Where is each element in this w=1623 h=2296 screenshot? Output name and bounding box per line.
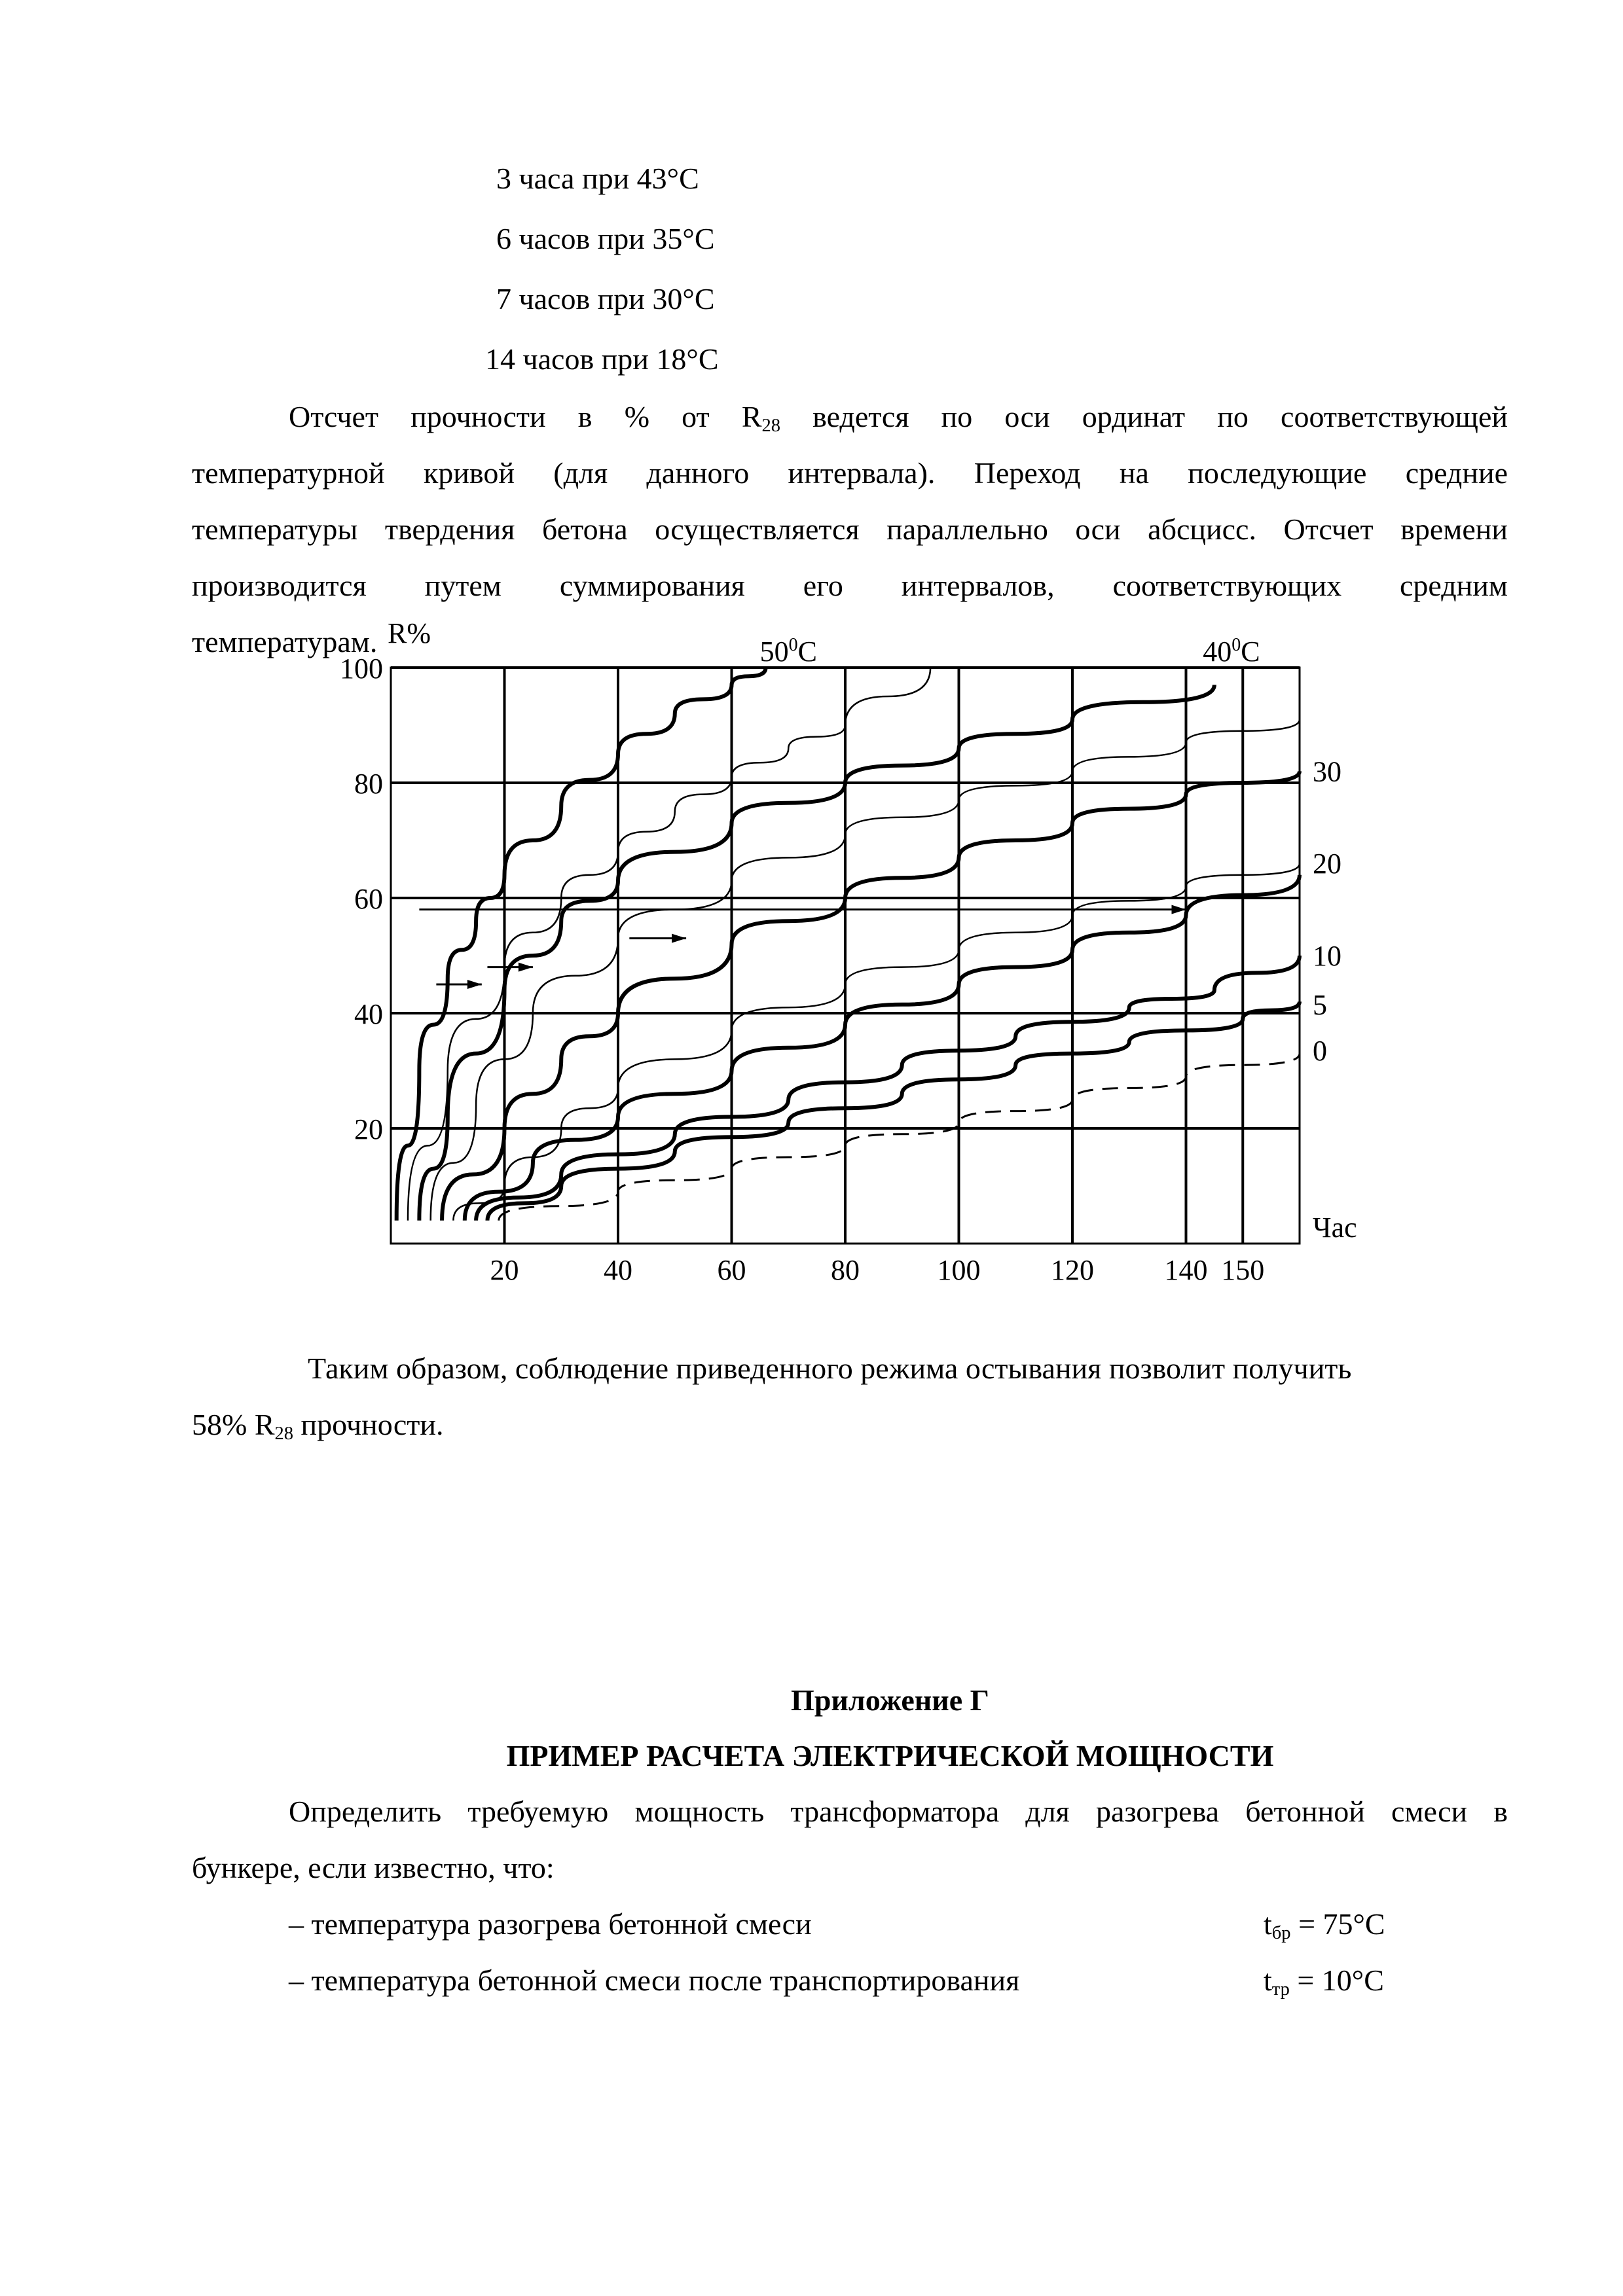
y-tick-label: 20: [354, 1113, 383, 1145]
paragraph-line: температурам.: [192, 625, 378, 658]
y-tick-label: 100: [340, 653, 383, 685]
text-span: 58% R: [192, 1408, 275, 1441]
series-line: [476, 956, 1300, 1221]
list-item: – температура разогрева бетонной смеси: [289, 1907, 812, 1941]
x-tick-label: 140: [1164, 1254, 1208, 1286]
chart-labels: [340, 617, 1357, 1286]
y-tick-label: 60: [354, 883, 383, 915]
transfer-arrowhead: [672, 934, 686, 943]
paragraph-line: Таким образом, соблюдение приведенного режима остывания позволит получить: [308, 1352, 1352, 1385]
x-tick-label: 60: [717, 1254, 746, 1286]
curve-right-label: 30: [1313, 755, 1341, 788]
paragraph-line: температуры твердения бетона осуществляется параллельно оси абсцисс. Отсчет времени: [192, 512, 1508, 546]
curve-right-label: 5: [1313, 988, 1327, 1021]
series-line: [419, 685, 1214, 1220]
chart-curves: [397, 668, 1300, 1221]
curve-right-label: 20: [1313, 848, 1341, 880]
curve-top-label: $50^0С$: [759, 635, 817, 668]
text-span: Отсчет прочности в % от R: [289, 400, 762, 433]
list-item: 6 часов при 35°С: [496, 222, 715, 255]
x-tick-label: 40: [604, 1254, 632, 1286]
appendix-title: Приложение Г: [791, 1683, 989, 1717]
list-item: – температура бетонной смеси после транспортирования: [289, 1964, 1020, 1997]
formula-var: t: [1264, 1907, 1272, 1941]
formula-value: = 75°С: [1290, 1907, 1385, 1941]
x-tick-label: 120: [1051, 1254, 1094, 1286]
transfer-arrowhead: [467, 980, 482, 989]
formula: [1264, 1907, 1385, 1944]
transfer-arrowhead: [1172, 905, 1186, 914]
curve-top-label: $40^0С$: [1203, 635, 1260, 668]
appendix-heading: ПРИМЕР РАСЧЕТА ЭЛЕКТРИЧЕСКОЙ МОЩНОСТИ: [506, 1739, 1274, 1772]
subscript: 28: [274, 1424, 294, 1444]
formula-value: = 10°С: [1289, 1964, 1384, 1997]
paragraph-line: температурной кривой (для данного интервала). Переход на последующие средние: [192, 456, 1508, 490]
y-tick-label: 40: [354, 998, 383, 1030]
subscript: тр: [1271, 1979, 1290, 2000]
text-span: прочности.: [293, 1408, 444, 1441]
paragraph-line: Определить требуемую мощность трансформатора для разогрева бетонной смеси в: [289, 1795, 1508, 1828]
list-item: 14 часов при 18°С: [485, 342, 719, 376]
y-axis-label: R%: [388, 617, 431, 649]
x-axis-label: Час: [1313, 1211, 1357, 1244]
x-tick-label: 80: [831, 1254, 860, 1286]
paragraph-line: бункере, если известно, что:: [192, 1851, 555, 1884]
series-line: [442, 771, 1300, 1220]
y-tick-label: 80: [354, 768, 383, 800]
transfer-arrowhead: [519, 963, 533, 972]
curve-right-label: 10: [1313, 940, 1341, 972]
paragraph-line: [192, 1408, 444, 1444]
formula: [1264, 1964, 1384, 2000]
series-line: [453, 863, 1300, 1221]
subscript: 28: [761, 416, 781, 437]
text-span: ведется по оси ординат по соответствующей: [780, 400, 1508, 433]
paragraph-line: производится путем суммирования его интервалов, соответствующих средним: [192, 569, 1508, 602]
x-tick-label: 20: [490, 1254, 519, 1286]
list-item: 7 часов при 30°С: [496, 282, 715, 315]
x-tick-label: 150: [1221, 1254, 1265, 1286]
subscript: бр: [1271, 1923, 1291, 1944]
series-line: [408, 668, 930, 1221]
formula-var: t: [1264, 1964, 1272, 1997]
list-item: 3 часа при 43°С: [496, 162, 699, 195]
x-tick-label: 100: [937, 1254, 981, 1286]
series-line: [487, 1001, 1300, 1220]
curve-right-label: 0: [1313, 1035, 1327, 1067]
